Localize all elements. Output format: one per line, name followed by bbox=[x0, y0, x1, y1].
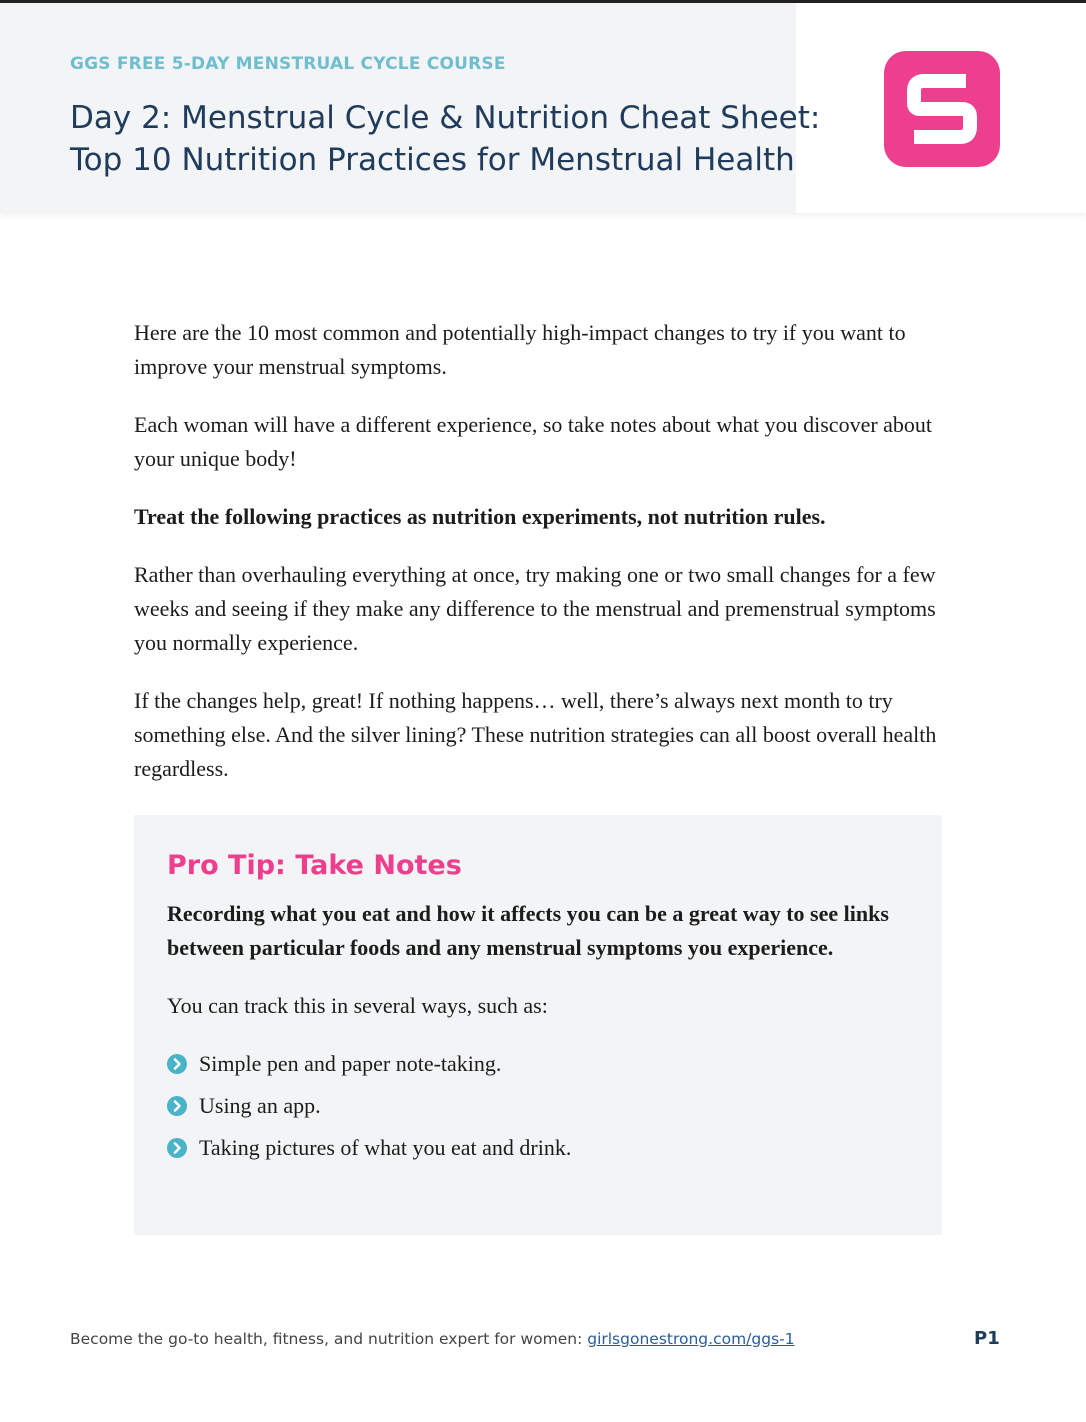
list-item-text: Taking pictures of what you eat and drink. bbox=[199, 1135, 572, 1160]
page-title bbox=[70, 97, 821, 181]
page-header bbox=[0, 3, 1086, 213]
ggs-logo-icon bbox=[884, 51, 1000, 167]
list-item bbox=[167, 1131, 912, 1165]
footer-text: Become the go-to health, fitness, and nutrition expert for women: bbox=[70, 1330, 588, 1348]
course-label: GGS FREE 5-DAY MENSTRUAL CYCLE COURSE bbox=[70, 54, 506, 74]
list-item-text: Simple pen and paper note-taking. bbox=[199, 1051, 502, 1076]
chevron-right-circle-icon bbox=[167, 1054, 187, 1074]
pro-tip-intro: You can track this in several ways, such as: bbox=[167, 993, 548, 1018]
page-title-line-1: Day 2: Menstrual Cycle & Nutrition Cheat Sheet: bbox=[70, 100, 821, 136]
list-item bbox=[167, 1089, 912, 1123]
pro-tip-list bbox=[167, 1047, 912, 1165]
pro-tip-box bbox=[134, 815, 942, 1235]
intro-content bbox=[134, 316, 954, 810]
intro-paragraph: If the changes help, great! If nothing happens… well, there’s always next month to try something else. And the silver lining? These nutrition strategies can all boost overall health regardless. bbox=[134, 688, 937, 781]
pro-tip-content bbox=[167, 847, 912, 1173]
page-number: P1 bbox=[974, 1328, 1000, 1349]
pro-tip-bold-text: Recording what you eat and how it affects you can be a great way to see links between particular foods and any menstrual symptoms you experience. bbox=[167, 901, 889, 960]
intro-paragraph: Rather than overhauling everything at once, try making one or two small changes for a few weeks and seeing if they make any difference to the menstrual and premenstrual symptoms you normally experience. bbox=[134, 562, 936, 655]
list-item-text: Using an app. bbox=[199, 1093, 321, 1118]
key-statement: Treat the following practices as nutrition experiments, not nutrition rules. bbox=[134, 504, 826, 529]
page-footer bbox=[70, 1330, 795, 1348]
pro-tip-title: Pro Tip: Take Notes bbox=[167, 850, 462, 881]
header-band bbox=[0, 3, 821, 213]
footer-link[interactable]: girlsgonestrong.com/ggs-1 bbox=[587, 1330, 795, 1348]
intro-paragraph: Each woman will have a different experience, so take notes about what you discover about your unique body! bbox=[134, 412, 933, 471]
list-item bbox=[167, 1047, 912, 1081]
page-title-line-2: Top 10 Nutrition Practices for Menstrual Health bbox=[70, 142, 795, 178]
chevron-right-circle-icon bbox=[167, 1138, 187, 1158]
intro-paragraph: Here are the 10 most common and potentially high-impact changes to try if you want to improve your menstrual symptoms. bbox=[134, 320, 906, 379]
chevron-right-circle-icon bbox=[167, 1096, 187, 1116]
